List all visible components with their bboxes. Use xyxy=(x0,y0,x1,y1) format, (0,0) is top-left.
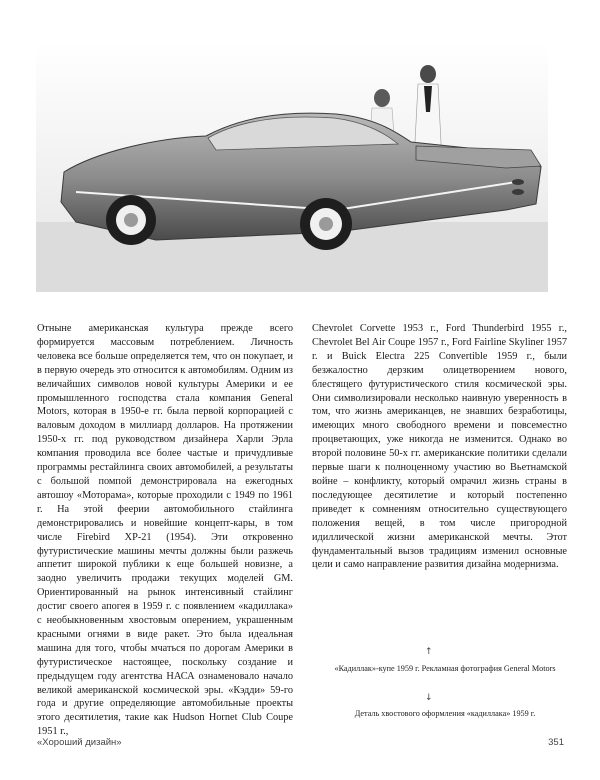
advertising-photo-cadillac-coupe xyxy=(36,42,548,292)
body-text-left-column: Отныне американская культура прежде всего формируется массовым потреблением. Личность человека все больше определяется тем, что он покупает, и в первую очередь это относится к автомобилям. Одним из величайших символов новой культуры Америки и ее промышленного господства стала компания General Motors, которая в 1950-е гг. была первой корпорацией с валовым доходом в миллиард долларов. На протяжении 1950-х гг. под руководством дизайнера Харли Эрла компания проводила все более частые и причудливые программы рестайлинга своих автомобилей, а результаты с большой помпой демонстрировала на ежегодных автошоу «Моторама», которые проходили с 1949 по 1961 г. На этой феерии автомобильного стайлинга демонстрировались и новейшие концепт-кары, в том числе Firebird XP-21 (1954). Эти откровенно футуристические машины мечты должны были разжечь аппетит широкой публики к еще большей новизне, а заодно увеличить продажи текущих моделей GM. Ориентированный на рынок интенсивный стайлинг достиг своего апогея в 1959 г. с появлением «кадиллака» с необыкновенным хвостовым оперением, украшенным красными огнями в виде ракет. Это была идеальная машина для того, чтобы мчаться по дорогам Америки в футуристическое настоящее, поскольку создание и предыдущем году агентства НАСА ознаменовало начало великой американской космической эры. «Кэдди» 59-го года и другие определяющие автомобильные проекты этого десятилетия, такие как Hudson Hornet Club Coupe 1951 г., xyxy=(37,323,293,738)
caption-tail-detail: Деталь хвостового оформления «кадиллака» 1959 г. xyxy=(354,709,536,718)
caption-cadillac-coupe: «Кадиллак»-купе 1959 г. Рекламная фотография General Motors xyxy=(334,664,556,673)
car-illustration xyxy=(36,42,548,292)
page-number: 351 xyxy=(548,737,564,748)
body-text-right-column: Chevrolet Corvette 1953 г., Ford Thunderbird 1955 г., Chevrolet Bel Air Coupe 1957 г., Ford Fairline Skyliner 1957 г. и Buick Electra 225 Convertible 1959 г., были безжалостно дерзким олицетворением нового, блестящего футуристического стиля космической эры. Они символизировали несколько наивную уверенность в том, что жизнь американцев, не знавших безработицы, имеющих много свободного времени и повсеместно процветающих, уже никогда не изменится. Однако во второй половине 50-х гг. американские политики сделали первые шаги к полноценному участию во Вьетнамской войне – конфликту, который омрачил жизнь страны в последующее десятилетие и который постепенно приведет к сомнениям относительно существующего положения вещей, в том числе пригородной идиллической жизни американской мечты. Этот фундаментальный вызов традициям изменил основные цели и само направление развития дизайна модернизма. xyxy=(312,323,567,571)
running-footer-title: «Хороший дизайн» xyxy=(37,737,122,748)
arrow-down-icon: ↓ xyxy=(425,693,433,703)
arrow-up-icon: ↑ xyxy=(425,647,433,657)
